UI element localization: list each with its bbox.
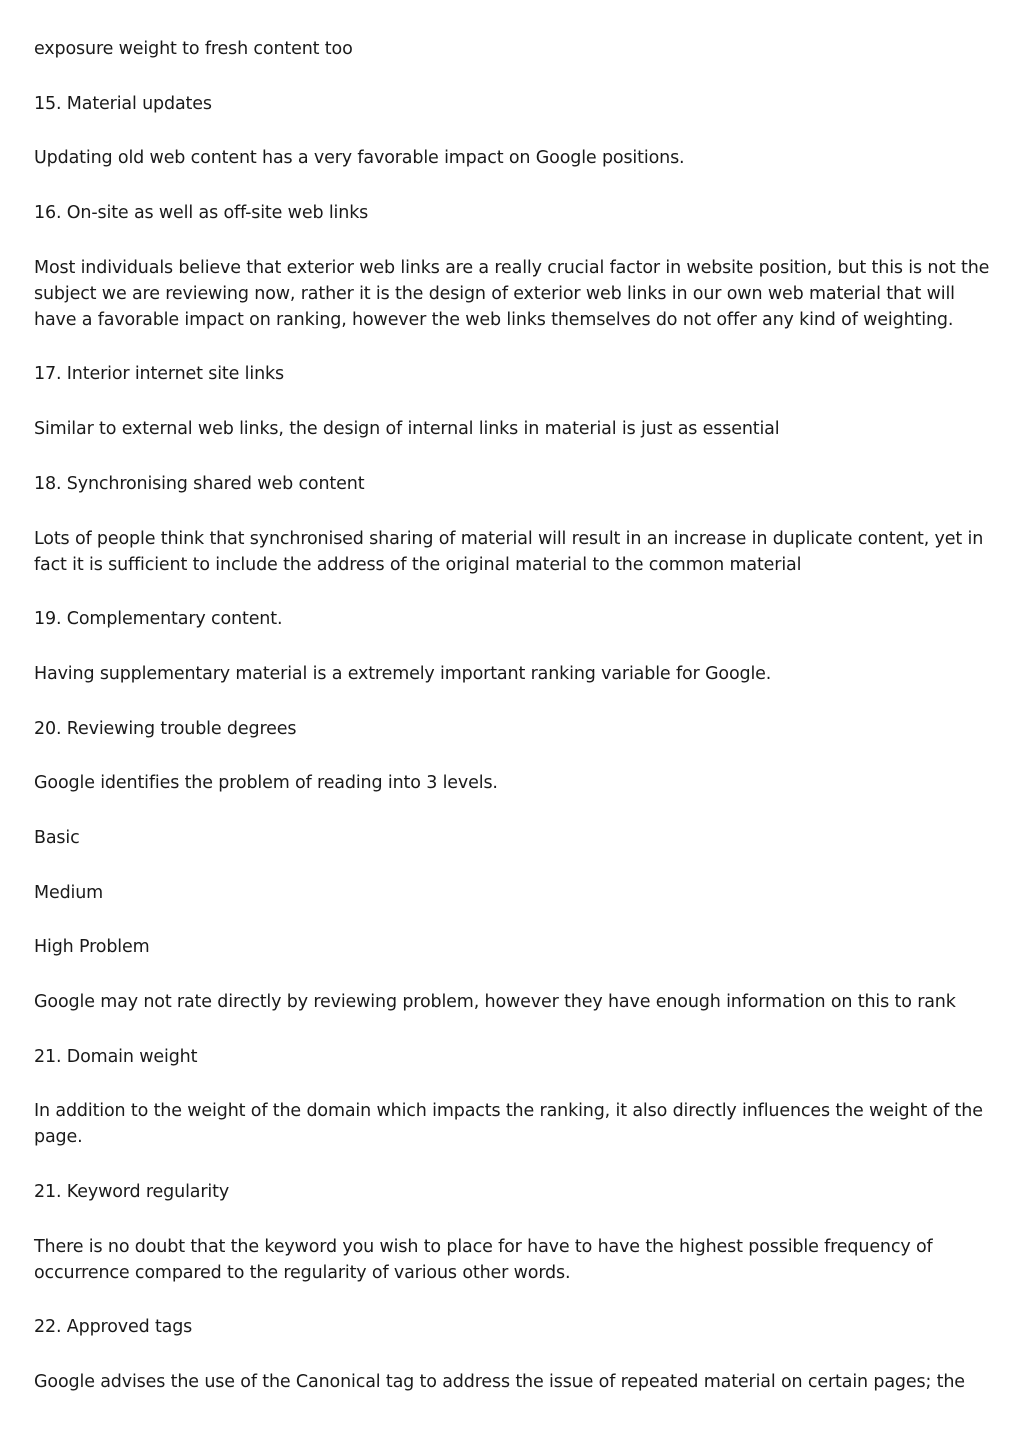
section-heading: 16. On-site as well as off-site web links bbox=[34, 203, 369, 224]
list-item: Medium bbox=[34, 882, 104, 903]
document-body bbox=[34, 36, 990, 1424]
section-heading: 22. Approved tags bbox=[34, 1317, 193, 1338]
body-text: Updating old web content has a very favorable impact on Google positions. bbox=[34, 148, 685, 169]
section-heading: 18. Synchronising shared web content bbox=[34, 473, 365, 494]
section-heading: 21. Keyword regularity bbox=[34, 1182, 230, 1203]
section-heading: 21. Domain weight bbox=[34, 1046, 198, 1067]
body-text: In addition to the weight of the domain which impacts the ranking, it also directly influences the weight of the page. bbox=[34, 1101, 983, 1148]
body-text: Most individuals believe that exterior web links are a really crucial factor in website position, but this is not the subject we are reviewing now, rather it is the design of exterior web links in our own web material that will have a favorable impact on ranking, however the web links themselves do not offer any kind of weighting. bbox=[34, 257, 990, 330]
list-item: Basic bbox=[34, 827, 80, 848]
body-text: There is no doubt that the keyword you wish to place for have to have the highest possible frequency of occurrence compared to the regularity of various other words. bbox=[34, 1236, 933, 1283]
body-text: Google identifies the problem of reading into 3 levels. bbox=[34, 773, 498, 794]
body-text: Google may not rate directly by reviewing problem, however they have enough information on this to rank bbox=[34, 992, 956, 1012]
section-heading: 15. Material updates bbox=[34, 93, 212, 114]
body-text: Google advises the use of the Canonical tag to address the issue of repeated material on certain pages; the bbox=[34, 1372, 965, 1393]
section-heading: 19. Complementary content. bbox=[34, 609, 283, 630]
body-text: Similar to external web links, the design of internal links in material is just as essential bbox=[34, 419, 780, 440]
body-text: Having supplementary material is a extremely important ranking variable for Google. bbox=[34, 663, 772, 684]
section-heading: 17. Interior internet site links bbox=[34, 364, 284, 385]
body-text: Lots of people think that synchronised sharing of material will result in an increase in duplicate content, yet in fact it is sufficient to include the address of the original material to the common material bbox=[34, 528, 984, 575]
list-item: High Problem bbox=[34, 937, 150, 958]
section-heading: 20. Reviewing trouble degrees bbox=[34, 718, 297, 739]
body-text: exposure weight to fresh content too bbox=[34, 39, 353, 59]
